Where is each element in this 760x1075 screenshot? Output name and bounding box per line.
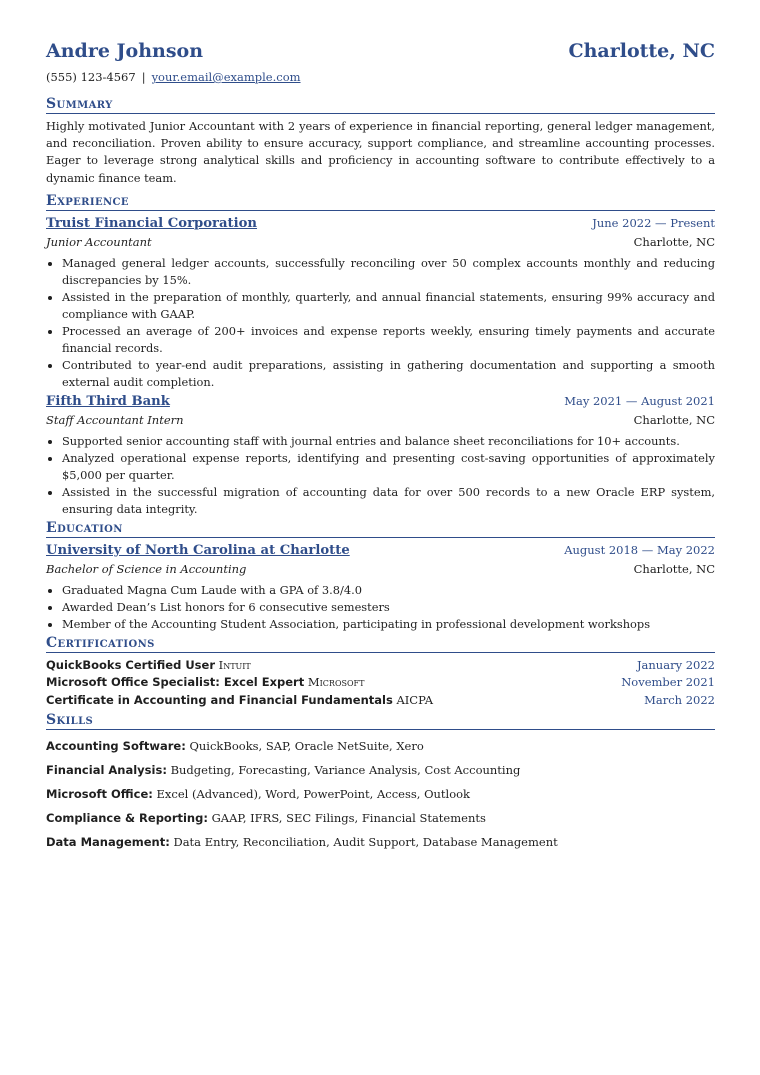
skill-row: [46, 734, 715, 758]
skill-category: Microsoft Office:: [46, 786, 153, 801]
school-name: University of North Carolina at Charlotte: [46, 542, 350, 558]
certification-issuer: Intuit: [218, 657, 251, 672]
contact-separator: |: [141, 70, 146, 84]
certification-item: [46, 674, 715, 692]
phone-number: (555) 123-4567: [46, 70, 136, 84]
skill-row: [46, 806, 715, 830]
summary-section: [46, 96, 715, 187]
section-title-experience: Experience: [46, 193, 715, 211]
degree-name: Bachelor of Science in Accounting: [46, 561, 247, 576]
achievement-item: • Supported senior accounting staff with journal entries and balance sheet reconciliations for 10+ accounts.: [62, 433, 715, 450]
employer-name: Fifth Third Bank: [46, 393, 170, 409]
certification-item: [46, 657, 715, 675]
skills-section: [46, 712, 715, 854]
section-title-education: Education: [46, 520, 715, 538]
school-location: Charlotte, NC: [633, 561, 715, 576]
certifications-section: [46, 635, 715, 710]
achievement-item: • Managed general ledger accounts, successfully reconciling over 50 complex accounts monthly and reducing discrepancies by 15%.: [62, 255, 715, 289]
section-title-skills: Skills: [46, 712, 715, 730]
certification-name: Certificate in Accounting and Financial Fundamentals: [46, 693, 393, 707]
education-section: [46, 520, 715, 633]
employment-dates: May 2021 — August 2021: [564, 393, 715, 408]
skill-values: QuickBooks, SAP, Oracle NetSuite, Xero: [189, 738, 424, 753]
achievement-item: • Processed an average of 200+ invoices and expense reports weekly, ensuring timely payments and accurate financial records.: [62, 323, 715, 357]
employment-dates: June 2022 — Present: [592, 215, 715, 230]
candidate-location: Charlotte, NC: [568, 40, 715, 62]
candidate-name: Andre Johnson: [46, 40, 204, 62]
skill-category: Accounting Software:: [46, 738, 186, 753]
job-title: Junior Accountant: [46, 234, 152, 249]
certification-date: November 2021: [621, 675, 715, 690]
contact-line: [46, 70, 301, 84]
education-highlights: [46, 582, 715, 633]
certification-name: Microsoft Office Specialist: Excel Expert: [46, 675, 305, 690]
certification-issuer: Microsoft: [307, 675, 365, 690]
skill-values: Budgeting, Forecasting, Variance Analysis, Cost Accounting: [170, 762, 521, 777]
resume-header: [46, 0, 715, 96]
skill-category: Data Management:: [46, 834, 170, 849]
achievement-item: • Analyzed operational expense reports, identifying and presenting cost-saving opportunities of approximately $5,000 per quarter.: [62, 450, 715, 484]
summary-text: Highly motivated Junior Accountant with 2 years of experience in financial reporting, general ledger management, and reconciliation. Proven ability to ensure accuracy, support compliance, and streamline accounting processes. Eager to leverage strong analytical skills and proficiency in accounting software to contribute effectively to a dynamic finance team.: [46, 119, 715, 185]
certification-name: QuickBooks Certified User: [46, 657, 215, 672]
job-location: Charlotte, NC: [633, 412, 715, 427]
certification-item: [46, 692, 715, 710]
experience-entry: [46, 215, 715, 391]
skill-row: [46, 782, 715, 806]
skill-values: GAAP, IFRS, SEC Filings, Financial Statements: [211, 810, 486, 825]
experience-section: [46, 193, 715, 518]
achievement-item: • Assisted in the preparation of monthly, quarterly, and annual financial statements, ensuring 99% accuracy and compliance with GAAP.: [62, 289, 715, 323]
job-title: Staff Accountant Intern: [46, 412, 184, 427]
achievement-list: [46, 255, 715, 391]
certification-issuer: AICPA: [396, 693, 434, 707]
email-link[interactable]: your.email@example.com: [151, 70, 301, 84]
experience-entry: [46, 393, 715, 518]
skill-category: Compliance & Reporting:: [46, 810, 208, 825]
section-title-certifications: Certifications: [46, 635, 715, 653]
certification-date: January 2022: [636, 657, 715, 672]
education-entry: [46, 542, 715, 633]
certification-date: March 2022: [644, 693, 715, 707]
employer-name: Truist Financial Corporation: [46, 215, 258, 231]
education-highlight-item: • Awarded Dean’s List honors for 6 consecutive semesters: [62, 599, 715, 616]
job-location: Charlotte, NC: [633, 234, 715, 249]
achievement-list: [46, 433, 715, 518]
education-highlight-item: • Member of the Accounting Student Association, participating in professional development workshops: [62, 616, 715, 633]
achievement-item: • Contributed to year-end audit preparations, assisting in gathering documentation and supporting a smooth external audit completion.: [62, 357, 715, 391]
education-dates: August 2018 — May 2022: [564, 542, 715, 557]
section-title-summary: Summary: [46, 96, 715, 114]
resume-page: [46, 0, 715, 854]
skill-row: [46, 830, 715, 854]
skill-values: Data Entry, Reconciliation, Audit Support, Database Management: [173, 834, 558, 849]
skill-row: [46, 758, 715, 782]
skill-values: Excel (Advanced), Word, PowerPoint, Access, Outlook: [156, 786, 471, 801]
skill-category: Financial Analysis:: [46, 762, 167, 777]
education-highlight-item: • Graduated Magna Cum Laude with a GPA of 3.8/4.0: [62, 582, 715, 599]
achievement-item: • Assisted in the successful migration of accounting data for over 500 records to a new Oracle ERP system, ensuring data integrity.: [62, 484, 715, 518]
